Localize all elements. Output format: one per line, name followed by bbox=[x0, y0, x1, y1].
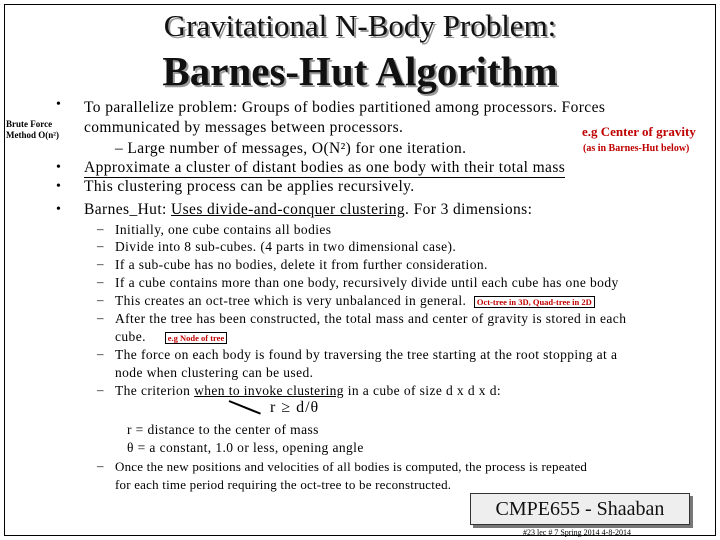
bullet-1-line1: To parallelize problem: Groups of bodies partitioned among processors. Forces bbox=[84, 99, 606, 116]
subitem-8-post: in a cube of size d x d x d: bbox=[343, 383, 501, 398]
dash-marker: – bbox=[97, 346, 104, 361]
subitem-9-cont: for each time period requiring the oct-tree to be reconstructed. bbox=[115, 477, 452, 492]
dash-marker: – bbox=[97, 310, 104, 325]
dash-marker: – bbox=[97, 256, 104, 271]
side-label bbox=[6, 119, 72, 141]
bullet-4-suffix: . For 3 dimensions: bbox=[405, 201, 533, 218]
subitem-6: After the tree has been constructed, the total mass and center of gravity is stored in each bbox=[115, 311, 627, 326]
bullet-2-text: Approximate a cluster of distant bodies as one body with their total mass bbox=[84, 159, 566, 176]
dash-marker: – bbox=[97, 382, 104, 397]
slide-title-line2: Barnes-Hut Algorithm bbox=[162, 48, 558, 94]
subitem-4: If a cube contains more than one body, recursively divide until each cube has one body bbox=[115, 275, 619, 290]
subitem-5 bbox=[115, 292, 595, 309]
red-note-center-of-gravity: e.g Center of gravity bbox=[582, 124, 696, 139]
bullet-3-text: This clustering process can be applies recursively. bbox=[84, 178, 415, 195]
bullet-1-line2: communicated by messages between processors. bbox=[84, 119, 404, 136]
criterion-formula: r ≥ d/θ bbox=[270, 399, 320, 416]
sub-message-line: – Large number of messages, O(N²) for one iteration. bbox=[115, 140, 467, 157]
dash-marker: – bbox=[97, 221, 104, 236]
subitem-5-text: This creates an oct-tree which is very unbalanced in general. bbox=[115, 293, 467, 308]
bullet-4-text bbox=[84, 201, 532, 219]
bullet-4-underlined: Uses divide-and-conquer clustering bbox=[171, 201, 406, 218]
bullet-marker: • bbox=[56, 179, 61, 194]
subitem-2: Divide into 8 sub-cubes. (4 parts in two dimensional case). bbox=[115, 239, 457, 254]
bullet-marker: • bbox=[56, 97, 61, 112]
dash-marker: – bbox=[97, 238, 104, 253]
bullet-4-prefix: Barnes_Hut: bbox=[84, 201, 172, 218]
subitem-6-cont-text: cube. bbox=[115, 329, 146, 344]
node-of-tree-label: e.g Node of tree bbox=[165, 332, 228, 344]
dash-marker: – bbox=[97, 458, 104, 473]
subitem-8-underlined: when to invoke clustering bbox=[194, 383, 344, 398]
bullet-marker: • bbox=[56, 160, 61, 175]
dash-marker: – bbox=[97, 274, 104, 289]
subitem-3: If a sub-cube has no bodies, delete it from further consideration. bbox=[115, 257, 488, 272]
octree-label: Oct-tree in 3D, Quad-tree in 2D bbox=[474, 296, 595, 308]
slide-title-line1: Gravitational N-Body Problem: bbox=[163, 8, 557, 43]
subitem-7: The force on each body is found by traversing the tree starting at the root stopping at a bbox=[115, 347, 618, 362]
footer-info: #23 lec # 7 Spring 2014 4-8-2014 bbox=[523, 528, 631, 537]
subitem-8 bbox=[115, 382, 501, 399]
subitem-6-cont bbox=[115, 328, 227, 345]
red-note-barnes-hut: (as in Barnes-Hut below) bbox=[583, 143, 690, 154]
side-label-line1: Brute Force bbox=[6, 119, 53, 129]
subitem-7-cont: node when clustering can be used. bbox=[115, 365, 314, 380]
bullet-marker: • bbox=[56, 202, 61, 217]
course-footer-box bbox=[470, 493, 690, 525]
side-label-line2: Method O(n²) bbox=[6, 130, 59, 140]
r-definition: r = distance to the center of mass bbox=[127, 422, 319, 437]
course-footer-text: CMPE655 - Shaaban bbox=[495, 497, 665, 520]
subitem-1: Initially, one cube contains all bodies bbox=[115, 222, 332, 237]
theta-definition: θ = a constant, 1.0 or less, opening angle bbox=[127, 440, 364, 455]
subitem-9: Once the new positions and velocities of all bodies is computed, the process is repeated bbox=[115, 459, 588, 474]
dash-marker: – bbox=[97, 292, 104, 307]
subitem-8-pre: The criterion bbox=[115, 383, 195, 398]
